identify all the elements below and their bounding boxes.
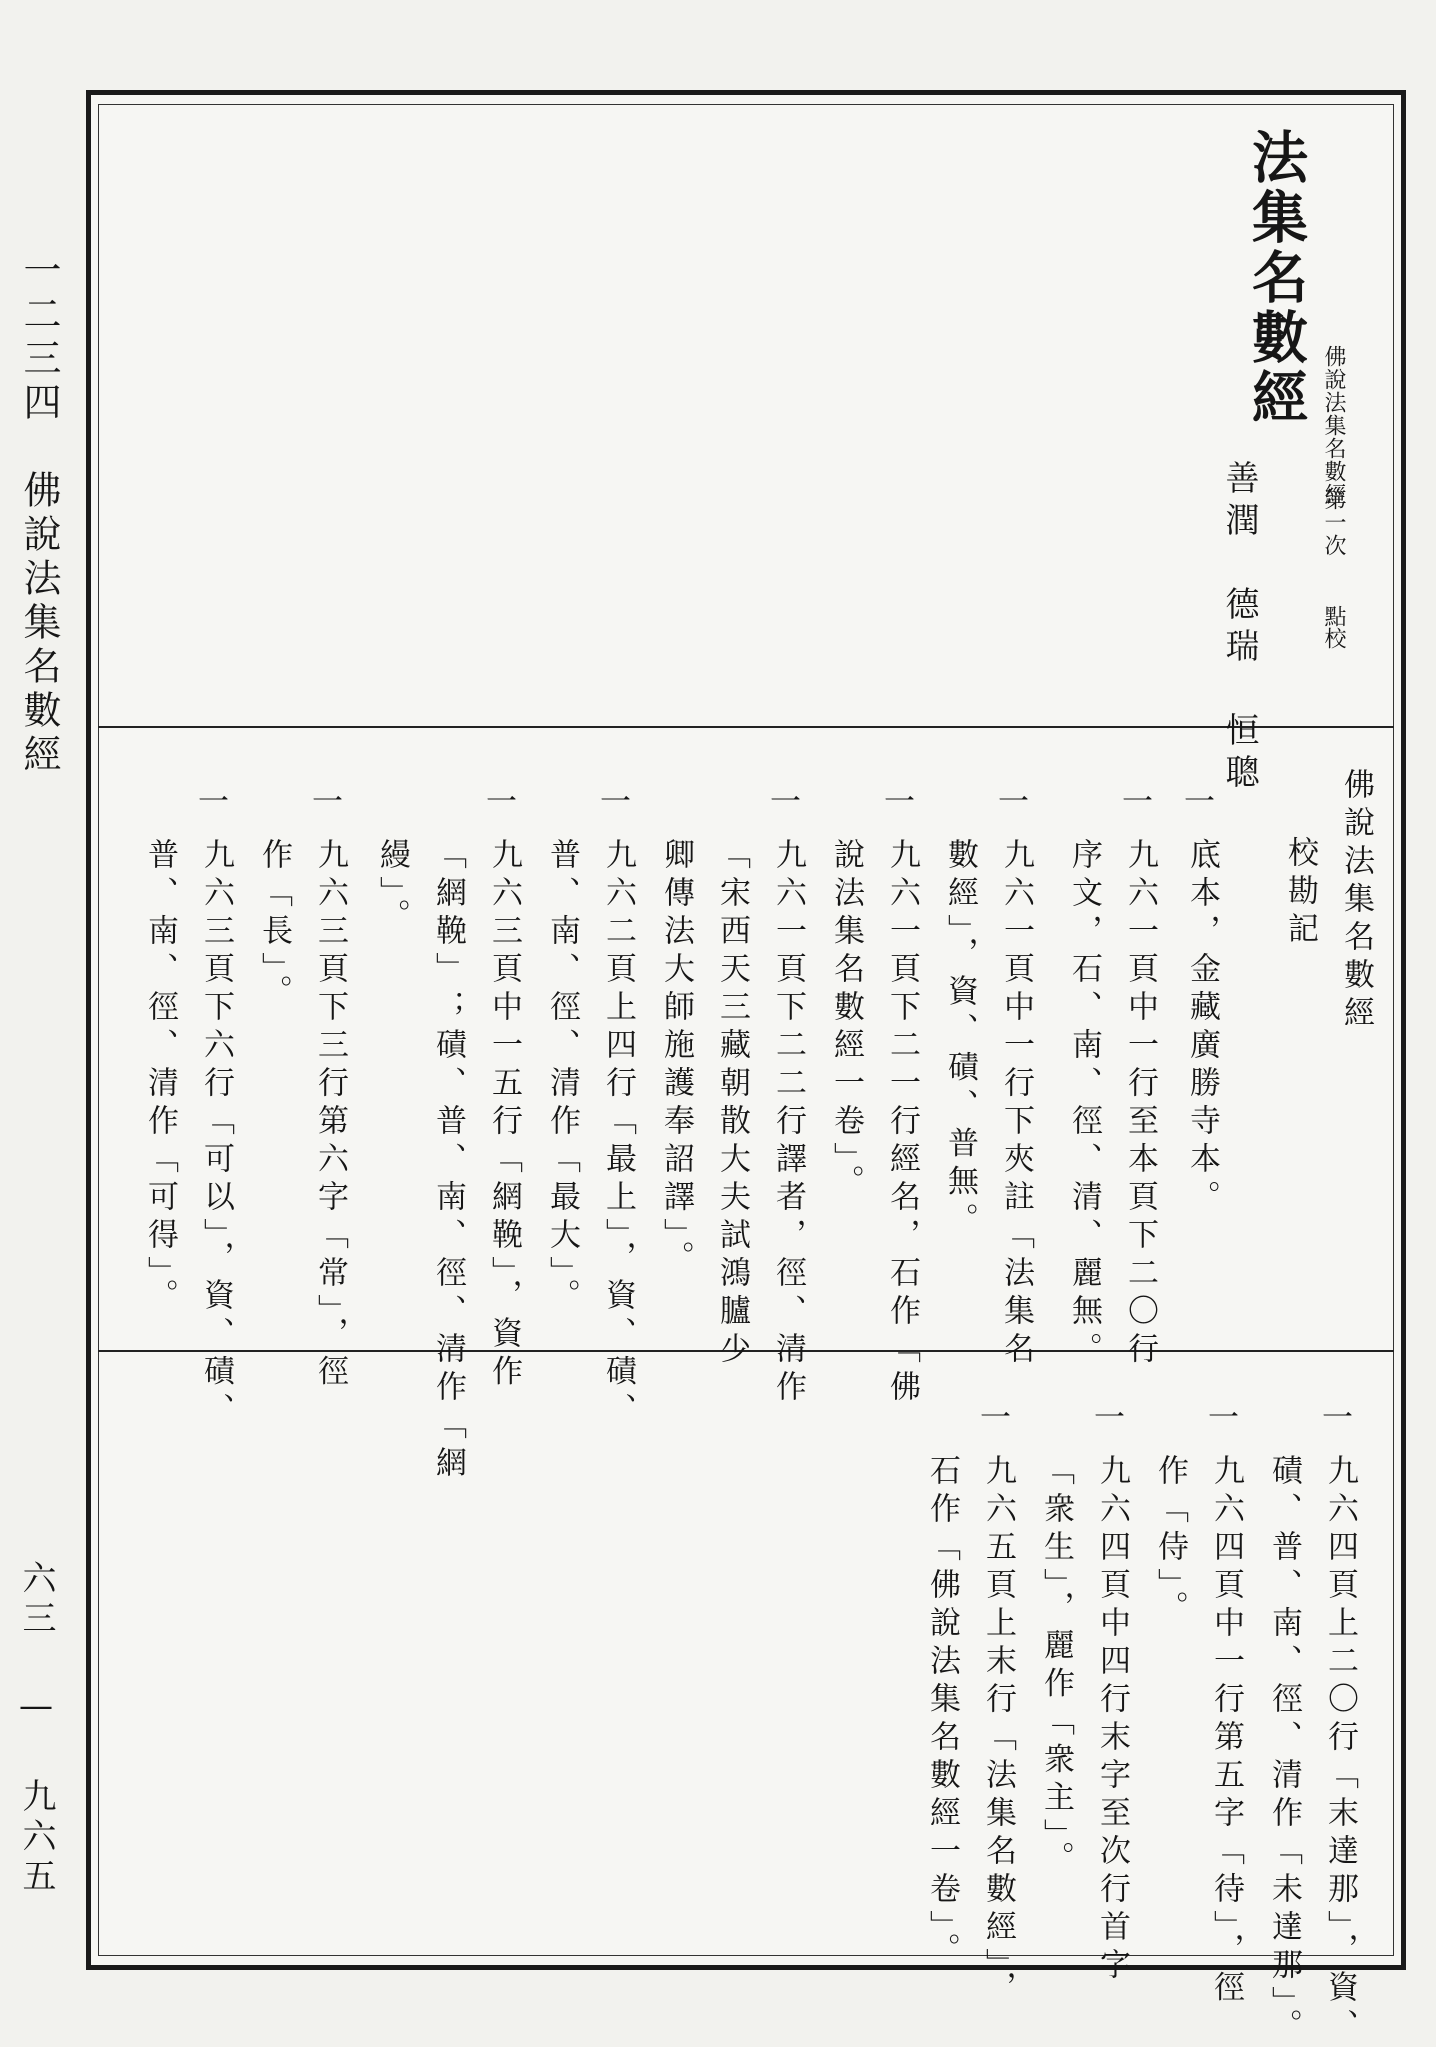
note-line: 九六一頁中一行下夾註「法集名 [998, 838, 1034, 1370]
notes-heading: 佛說法集名數經 [1338, 768, 1374, 1034]
note-line: 石作「佛說法集名數經一卷」。 [924, 1454, 960, 1971]
note-line: 「衆生」，麗作「衆主」。 [1038, 1454, 1074, 1879]
note-line: 九六一頁下二二行譯者，徑、清作 [770, 838, 806, 1408]
note-dash: 一 [312, 784, 343, 820]
note-line: 序文，石、南、徑、清、麗無。 [1066, 838, 1102, 1370]
note-dash: 一 [600, 784, 631, 820]
margin-running-title: 一二三四 佛說法集名數經 [17, 250, 61, 778]
note-line: 磧、普、南、徑、清作「未達那」。 [1266, 1454, 1302, 2047]
note-dash: 一 [486, 784, 517, 820]
note-line: 九六四頁中四行末字至次行首字 [1094, 1454, 1130, 1986]
note-line: 九六三頁下三行第六字「常」，徑 [312, 838, 348, 1393]
note-line: 九六五頁上末行「法集名數經」， [980, 1454, 1016, 2009]
note-dash: 一 [1094, 1400, 1125, 1436]
handwritten-note-3: 第一次 [1321, 488, 1346, 557]
note-line: 普、南、徑、清作「最大」。 [544, 838, 580, 1317]
note-line: 卿傳法大師施護奉詔譯」。 [658, 838, 694, 1279]
note-line: 九六四頁上二〇行「末達那」，資、 [1322, 1454, 1358, 2047]
handwritten-note-2: 善潤 德瑞 恒聰 [1219, 460, 1259, 796]
margin-page-number: 六三 — 九六五 [16, 1560, 56, 1898]
handwritten-note-1: 佛說法集名數經 [1321, 345, 1346, 506]
note-dash: 一 [884, 784, 915, 820]
note-line: 「宋西天三藏朝散大夫試鴻臚少 [714, 838, 750, 1370]
note-dash: 一 [980, 1400, 1011, 1436]
note-dash: 一 [198, 784, 229, 820]
note-dash: 一 [1208, 1400, 1239, 1436]
note-dash: 一 [1322, 1400, 1353, 1436]
note-line: 作「侍」。 [1152, 1454, 1188, 1629]
note-line: 縵」。 [374, 838, 410, 937]
notes-subheading: 校勘記 [1282, 836, 1318, 950]
note-dash: 一 [1184, 784, 1215, 820]
note-line: 九六一頁中一行至本頁下二〇行 [1122, 838, 1158, 1370]
note-dash: 一 [1122, 784, 1153, 820]
note-line: 九六一頁下二一行經名，石作「佛 [884, 838, 920, 1408]
note-line: 作「長」。 [256, 838, 292, 1013]
note-dash: 一 [770, 784, 801, 820]
note-line: 九六三頁中一五行「網鞔」，資作 [486, 838, 522, 1393]
divider-top [98, 726, 1394, 728]
note-line: 數經」，資、磧、普無。 [942, 838, 978, 1241]
sutra-title: 法集名數經 [1243, 128, 1309, 428]
note-line: 九六四頁中一行第五字「待」，徑 [1208, 1454, 1244, 2009]
note-line: 「網鞔」；磧、普、南、徑、清作「網 [430, 838, 466, 1484]
handwritten-note-4: 點校 [1321, 605, 1346, 649]
note-line: 說法集名數經一卷」。 [828, 838, 864, 1203]
note-dash: 一 [998, 784, 1029, 820]
note-line: 普、南、徑、清作「可得」。 [142, 838, 178, 1317]
note-line: 底本，金藏廣勝寺本。 [1184, 838, 1220, 1218]
note-line: 九六二頁上四行「最上」，資、磧、 [600, 838, 636, 1431]
note-line: 九六三頁下六行「可以」，資、磧、 [198, 838, 234, 1431]
